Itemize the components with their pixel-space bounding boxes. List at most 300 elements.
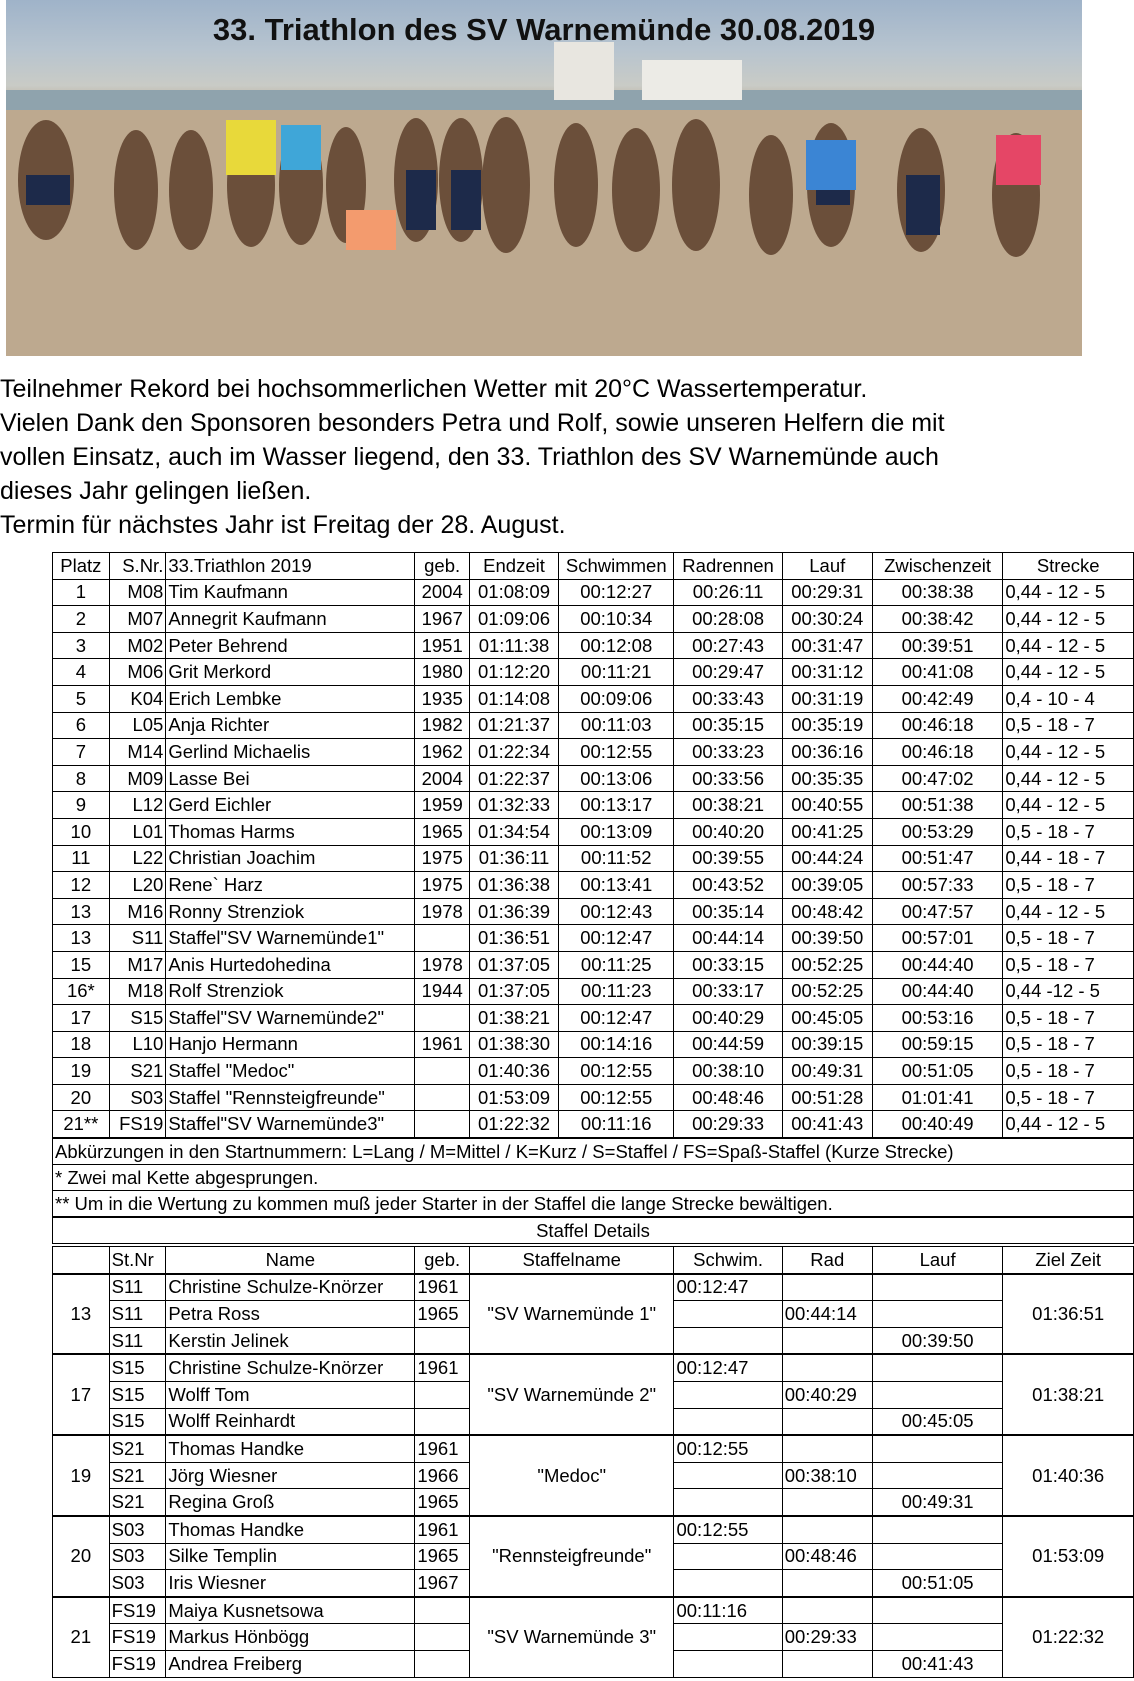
relay-member-birthyear (415, 1381, 470, 1408)
relay-start-number: FS19 (109, 1597, 166, 1624)
relay-member-name: Kerstin Jelinek (166, 1327, 415, 1354)
table-cell: 13 (53, 925, 110, 952)
table-cell (415, 1084, 470, 1111)
intro-line: dieses Jahr gelingen ließen. (0, 477, 312, 505)
table-cell: 00:39:05 (782, 872, 872, 899)
table-cell: 0,44 - 12 - 5 (1003, 659, 1134, 686)
page-title: 33. Triathlon des SV Warnemünde 30.08.2019 (212, 12, 876, 47)
table-cell: 00:41:43 (782, 1111, 872, 1138)
table-cell: 00:46:18 (872, 712, 1003, 739)
intro-line: vollen Einsatz, auch im Wasser liegend, den 33. Triathlon des SV Warnemünde auch (0, 443, 939, 471)
relay-member-birthyear: 1965 (415, 1543, 470, 1570)
table-cell: 00:35:35 (782, 765, 872, 792)
footnote-double-star: ** Um in die Wertung zu kommen muß jeder Starter in der Staffel die lange Strecke bewältigen. (53, 1191, 1134, 1218)
relay-member-name: Wolff Reinhardt (166, 1408, 415, 1435)
table-row (53, 792, 1134, 819)
table-cell: 00:11:23 (559, 978, 674, 1005)
relay-bike-time: 00:40:29 (782, 1381, 872, 1408)
table-cell: 00:48:46 (674, 1084, 782, 1111)
table-cell: 0,44 - 12 - 5 (1003, 765, 1134, 792)
notes-table (52, 1138, 1134, 1244)
table-cell: 0,44 - 12 - 5 (1003, 579, 1134, 606)
column-header: Name (166, 1247, 415, 1274)
relay-place: 21 (53, 1597, 110, 1677)
table-cell: 00:33:23 (674, 739, 782, 766)
table-cell: 6 (53, 712, 110, 739)
table-cell: 00:39:15 (782, 1031, 872, 1058)
table-cell: S21 (109, 1058, 166, 1085)
table-cell: 00:13:17 (559, 792, 674, 819)
relay-member-name: Wolff Tom (166, 1381, 415, 1408)
relay-bike-time (782, 1597, 872, 1624)
table-cell: 0,44 - 12 - 5 (1003, 898, 1134, 925)
table-cell: 0,5 - 18 - 7 (1003, 872, 1134, 899)
table-cell: 00:40:55 (782, 792, 872, 819)
relay-member-name: Thomas Handke (166, 1516, 415, 1543)
relay-start-number: S03 (109, 1516, 166, 1543)
table-cell: 19 (53, 1058, 110, 1085)
table-cell: 15 (53, 951, 110, 978)
table-cell: 00:11:25 (559, 951, 674, 978)
table-cell: 3 (53, 632, 110, 659)
table-cell: 00:31:19 (782, 685, 872, 712)
table-cell: 0,44 - 18 - 7 (1003, 845, 1134, 872)
relay-place: 17 (53, 1354, 110, 1435)
relay-run-time: 00:49:31 (872, 1489, 1003, 1516)
table-cell: Staffel"SV Warnemünde3" (166, 1111, 415, 1138)
relay-bike-time (782, 1274, 872, 1301)
relay-member-birthyear (415, 1327, 470, 1354)
table-cell: 11 (53, 845, 110, 872)
table-cell: 4 (53, 659, 110, 686)
table-cell: 00:38:38 (872, 579, 1003, 606)
relay-start-number: S15 (109, 1354, 166, 1381)
relay-swim-time (674, 1650, 782, 1677)
table-cell: 00:35:19 (782, 712, 872, 739)
column-header (53, 1247, 110, 1274)
table-cell: Erich Lembke (166, 685, 415, 712)
table-cell: Rolf Strenziok (166, 978, 415, 1005)
table-cell: 00:45:05 (782, 1005, 872, 1032)
table-cell: 00:33:56 (674, 765, 782, 792)
table-cell: 5 (53, 685, 110, 712)
table-cell: 1935 (415, 685, 470, 712)
relay-member-row (53, 1516, 1134, 1543)
relay-bike-time (782, 1435, 872, 1462)
table-cell: 0,4 - 10 - 4 (1003, 685, 1134, 712)
table-cell: 1982 (415, 712, 470, 739)
relay-finish-time: 01:40:36 (1003, 1435, 1134, 1516)
table-cell: 00:53:29 (872, 818, 1003, 845)
relay-run-time (872, 1301, 1003, 1328)
table-cell: 00:39:55 (674, 845, 782, 872)
table-cell: 1975 (415, 872, 470, 899)
table-cell: 01:21:37 (469, 712, 558, 739)
table-row (53, 872, 1134, 899)
column-header: Schwimmen (559, 553, 674, 580)
table-cell: 0,5 - 18 - 7 (1003, 925, 1134, 952)
relay-run-time: 00:41:43 (872, 1650, 1003, 1677)
table-cell: 00:51:47 (872, 845, 1003, 872)
table-cell (415, 1058, 470, 1085)
relay-member-row (53, 1435, 1134, 1462)
table-cell: 00:41:25 (782, 818, 872, 845)
table-cell: 01:38:30 (469, 1031, 558, 1058)
relay-run-time (872, 1381, 1003, 1408)
relay-start-number: FS19 (109, 1650, 166, 1677)
column-header: Staffelname (469, 1247, 673, 1274)
column-header: Strecke (1003, 553, 1134, 580)
group-photo (6, 0, 1082, 356)
relay-member-birthyear: 1965 (415, 1489, 470, 1516)
relay-start-number: S11 (109, 1327, 166, 1354)
table-cell: L22 (109, 845, 166, 872)
table-row (53, 606, 1134, 633)
table-cell: 01:34:54 (469, 818, 558, 845)
table-cell: 00:11:52 (559, 845, 674, 872)
table-cell: 00:59:15 (872, 1031, 1003, 1058)
table-cell: 20 (53, 1084, 110, 1111)
table-cell: Lasse Bei (166, 765, 415, 792)
table-cell: 00:31:47 (782, 632, 872, 659)
table-cell: 01:14:08 (469, 685, 558, 712)
table-cell: 9 (53, 792, 110, 819)
table-cell: Hanjo Hermann (166, 1031, 415, 1058)
table-cell: 0,5 - 18 - 7 (1003, 818, 1134, 845)
table-cell: L05 (109, 712, 166, 739)
table-cell: Ronny Strenziok (166, 898, 415, 925)
table-cell: Staffel "Rennsteigfreunde" (166, 1084, 415, 1111)
table-cell: 00:51:38 (872, 792, 1003, 819)
table-cell: 01:36:51 (469, 925, 558, 952)
table-cell: 00:11:16 (559, 1111, 674, 1138)
table-cell: 8 (53, 765, 110, 792)
table-cell: 1967 (415, 606, 470, 633)
relay-member-birthyear: 1961 (415, 1516, 470, 1543)
table-row (53, 579, 1134, 606)
relay-member-name: Thomas Handke (166, 1435, 415, 1462)
table-cell: M08 (109, 579, 166, 606)
relay-start-number: S15 (109, 1381, 166, 1408)
relay-team-name: "SV Warnemünde 3" (469, 1597, 673, 1677)
table-cell: 12 (53, 872, 110, 899)
column-header: St.Nr (109, 1247, 166, 1274)
table-cell: S11 (109, 925, 166, 952)
table-cell: 0,44 - 12 - 5 (1003, 739, 1134, 766)
table-cell: 0,44 -12 - 5 (1003, 978, 1134, 1005)
table-cell: 01:40:36 (469, 1058, 558, 1085)
relay-start-number: S03 (109, 1570, 166, 1597)
table-cell: 01:37:05 (469, 978, 558, 1005)
relay-member-name: Iris Wiesner (166, 1570, 415, 1597)
table-cell: 00:48:42 (782, 898, 872, 925)
table-cell: 0,5 - 18 - 7 (1003, 1058, 1134, 1085)
table-cell: 00:26:11 (674, 579, 782, 606)
table-cell: 00:30:24 (782, 606, 872, 633)
table-cell: 00:35:14 (674, 898, 782, 925)
relay-swim-time: 00:12:47 (674, 1354, 782, 1381)
table-cell: L12 (109, 792, 166, 819)
table-cell: 00:33:15 (674, 951, 782, 978)
relay-details-heading: Staffel Details (53, 1217, 1134, 1244)
relay-header-row (53, 1247, 1134, 1274)
relay-member-birthyear: 1966 (415, 1462, 470, 1489)
relay-start-number: S21 (109, 1462, 166, 1489)
table-cell: 1961 (415, 1031, 470, 1058)
table-cell: 1980 (415, 659, 470, 686)
relay-bike-time (782, 1408, 872, 1435)
table-row (53, 951, 1134, 978)
beach-scene-illustration (6, 0, 1082, 356)
relay-run-time: 00:39:50 (872, 1327, 1003, 1354)
relay-details-table (52, 1246, 1134, 1678)
relay-member-name: Regina Groß (166, 1489, 415, 1516)
relay-team-name: "Rennsteigfreunde" (469, 1516, 673, 1597)
relay-member-birthyear: 1965 (415, 1301, 470, 1328)
table-cell: FS19 (109, 1111, 166, 1138)
table-cell: M16 (109, 898, 166, 925)
relay-start-number: S21 (109, 1435, 166, 1462)
table-cell: 00:39:51 (872, 632, 1003, 659)
table-cell: Gerd Eichler (166, 792, 415, 819)
table-cell: 17 (53, 1005, 110, 1032)
table-cell: 2004 (415, 765, 470, 792)
relay-start-number: S21 (109, 1489, 166, 1516)
column-header: Schwim. (674, 1247, 782, 1274)
results-table (52, 552, 1134, 1138)
column-header: Lauf (782, 553, 872, 580)
table-cell: 00:44:59 (674, 1031, 782, 1058)
relay-swim-time: 00:12:47 (674, 1274, 782, 1301)
relay-bike-time: 00:48:46 (782, 1543, 872, 1570)
table-cell: 00:12:47 (559, 1005, 674, 1032)
table-row (53, 659, 1134, 686)
table-cell: 00:12:55 (559, 739, 674, 766)
relay-run-time (872, 1435, 1003, 1462)
table-cell: 00:44:14 (674, 925, 782, 952)
table-row (53, 632, 1134, 659)
table-cell: 01:38:21 (469, 1005, 558, 1032)
table-cell: 0,5 - 18 - 7 (1003, 712, 1134, 739)
relay-finish-time: 01:53:09 (1003, 1516, 1134, 1597)
table-row (53, 685, 1134, 712)
table-cell: 00:36:16 (782, 739, 872, 766)
relay-swim-time: 00:12:55 (674, 1516, 782, 1543)
column-header: Radrennen (674, 553, 782, 580)
table-cell: 0,5 - 18 - 7 (1003, 1084, 1134, 1111)
table-cell: 00:42:49 (872, 685, 1003, 712)
table-row (53, 1111, 1134, 1138)
relay-swim-time (674, 1570, 782, 1597)
table-cell: 00:13:06 (559, 765, 674, 792)
table-cell: 00:33:43 (674, 685, 782, 712)
table-cell: 01:32:33 (469, 792, 558, 819)
column-header: geb. (415, 1247, 470, 1274)
relay-member-birthyear: 1961 (415, 1354, 470, 1381)
relay-member-name: Silke Templin (166, 1543, 415, 1570)
relay-team-name: "Medoc" (469, 1435, 673, 1516)
table-cell: M17 (109, 951, 166, 978)
table-cell: Staffel "Medoc" (166, 1058, 415, 1085)
table-cell: 16* (53, 978, 110, 1005)
table-row (53, 1031, 1134, 1058)
relay-member-birthyear (415, 1597, 470, 1624)
table-cell: 01:22:34 (469, 739, 558, 766)
relay-run-time (872, 1543, 1003, 1570)
table-cell: M18 (109, 978, 166, 1005)
table-row (53, 925, 1134, 952)
relay-member-birthyear: 1961 (415, 1435, 470, 1462)
relay-bike-time (782, 1354, 872, 1381)
table-row (53, 1005, 1134, 1032)
table-cell: 00:10:34 (559, 606, 674, 633)
relay-finish-time: 01:36:51 (1003, 1274, 1134, 1355)
table-cell: Staffel"SV Warnemünde2" (166, 1005, 415, 1032)
column-header: 33.Triathlon 2019 (166, 553, 415, 580)
table-cell: 01:01:41 (872, 1084, 1003, 1111)
table-cell: 00:12:55 (559, 1084, 674, 1111)
table-cell: 1978 (415, 898, 470, 925)
table-cell: 10 (53, 818, 110, 845)
abbreviations-note: Abkürzungen in den Startnummern: L=Lang / M=Mittel / K=Kurz / S=Staffel / FS=Spaß-Staffel (Kurze Strecke) (53, 1139, 1134, 1165)
table-cell: 01:36:38 (469, 872, 558, 899)
results-header-row (53, 553, 1134, 580)
table-cell: 00:29:47 (674, 659, 782, 686)
table-cell: 00:09:06 (559, 685, 674, 712)
relay-member-name: Maiya Kusnetsowa (166, 1597, 415, 1624)
table-row (53, 739, 1134, 766)
relay-start-number: S11 (109, 1274, 166, 1301)
table-cell: 01:36:11 (469, 845, 558, 872)
relay-place: 20 (53, 1516, 110, 1597)
table-cell: M02 (109, 632, 166, 659)
table-cell: 1944 (415, 978, 470, 1005)
relay-run-time (872, 1624, 1003, 1651)
relay-bike-time (782, 1650, 872, 1677)
table-cell: 1965 (415, 818, 470, 845)
table-cell: 01:08:09 (469, 579, 558, 606)
relay-run-time (872, 1274, 1003, 1301)
relay-member-birthyear (415, 1408, 470, 1435)
relay-place: 19 (53, 1435, 110, 1516)
table-cell (415, 1111, 470, 1138)
table-cell: 00:46:18 (872, 739, 1003, 766)
table-row (53, 765, 1134, 792)
table-cell: 01:22:37 (469, 765, 558, 792)
relay-run-time (872, 1516, 1003, 1543)
table-cell: Gerlind Michaelis (166, 739, 415, 766)
table-cell: 00:12:55 (559, 1058, 674, 1085)
table-cell: 00:29:31 (782, 579, 872, 606)
relay-swim-time (674, 1301, 782, 1328)
table-cell: 00:41:08 (872, 659, 1003, 686)
table-cell: 0,44 - 12 - 5 (1003, 792, 1134, 819)
table-row (53, 1084, 1134, 1111)
table-cell: 00:49:31 (782, 1058, 872, 1085)
table-cell: Anja Richter (166, 712, 415, 739)
relay-run-time (872, 1597, 1003, 1624)
column-header: Rad (782, 1247, 872, 1274)
relay-finish-time: 01:22:32 (1003, 1597, 1134, 1677)
table-row (53, 712, 1134, 739)
table-cell: L01 (109, 818, 166, 845)
column-header: Lauf (872, 1247, 1003, 1274)
table-cell: M14 (109, 739, 166, 766)
table-cell: 00:40:20 (674, 818, 782, 845)
table-cell: 1951 (415, 632, 470, 659)
relay-member-birthyear (415, 1624, 470, 1651)
table-cell: 01:12:20 (469, 659, 558, 686)
relay-member-birthyear: 1967 (415, 1570, 470, 1597)
column-header: S.Nr. (109, 553, 166, 580)
table-cell: 00:44:40 (872, 978, 1003, 1005)
relay-place: 13 (53, 1274, 110, 1355)
relay-swim-time (674, 1462, 782, 1489)
table-cell: 01:53:09 (469, 1084, 558, 1111)
relay-swim-time (674, 1624, 782, 1651)
relay-bike-time: 00:38:10 (782, 1462, 872, 1489)
relay-run-time (872, 1354, 1003, 1381)
table-cell: 00:44:24 (782, 845, 872, 872)
relay-member-row (53, 1274, 1134, 1301)
table-cell: 00:27:43 (674, 632, 782, 659)
table-cell: S15 (109, 1005, 166, 1032)
column-header: Ziel Zeit (1003, 1247, 1134, 1274)
table-cell: 0,44 - 12 - 5 (1003, 1111, 1134, 1138)
table-cell: 00:14:16 (559, 1031, 674, 1058)
intro-line: Teilnehmer Rekord bei hochsommerlichen Wetter mit 20°C Wassertemperatur. (0, 375, 868, 403)
table-cell: 0,5 - 18 - 7 (1003, 951, 1134, 978)
table-cell: 00:28:08 (674, 606, 782, 633)
table-cell: M06 (109, 659, 166, 686)
relay-member-name: Christine Schulze-Knörzer (166, 1274, 415, 1301)
column-header: geb. (415, 553, 470, 580)
table-cell: 00:31:12 (782, 659, 872, 686)
relay-member-name: Christine Schulze-Knörzer (166, 1354, 415, 1381)
table-cell: 00:33:17 (674, 978, 782, 1005)
table-cell: 01:11:38 (469, 632, 558, 659)
relay-member-name: Markus Hönbögg (166, 1624, 415, 1651)
relay-team-name: "SV Warnemünde 2" (469, 1354, 673, 1435)
relay-bike-time (782, 1570, 872, 1597)
table-row (53, 845, 1134, 872)
table-cell: S03 (109, 1084, 166, 1111)
relay-member-birthyear: 1961 (415, 1274, 470, 1301)
table-cell: 00:29:33 (674, 1111, 782, 1138)
table-cell: 00:52:25 (782, 978, 872, 1005)
table-row (53, 978, 1134, 1005)
table-cell: 00:51:05 (872, 1058, 1003, 1085)
relay-member-name: Petra Ross (166, 1301, 415, 1328)
table-cell: 00:13:41 (559, 872, 674, 899)
table-cell: 2 (53, 606, 110, 633)
table-cell: 18 (53, 1031, 110, 1058)
table-cell: 00:13:09 (559, 818, 674, 845)
table-cell: 1962 (415, 739, 470, 766)
relay-bike-time (782, 1516, 872, 1543)
table-cell: 00:52:25 (782, 951, 872, 978)
table-cell: 0,44 - 12 - 5 (1003, 632, 1134, 659)
table-cell: Grit Merkord (166, 659, 415, 686)
relay-swim-time (674, 1327, 782, 1354)
column-header: Platz (53, 553, 110, 580)
relay-run-time (872, 1462, 1003, 1489)
relay-start-number: FS19 (109, 1624, 166, 1651)
table-cell: 1975 (415, 845, 470, 872)
relay-swim-time (674, 1489, 782, 1516)
table-cell: Peter Behrend (166, 632, 415, 659)
relay-bike-time (782, 1489, 872, 1516)
